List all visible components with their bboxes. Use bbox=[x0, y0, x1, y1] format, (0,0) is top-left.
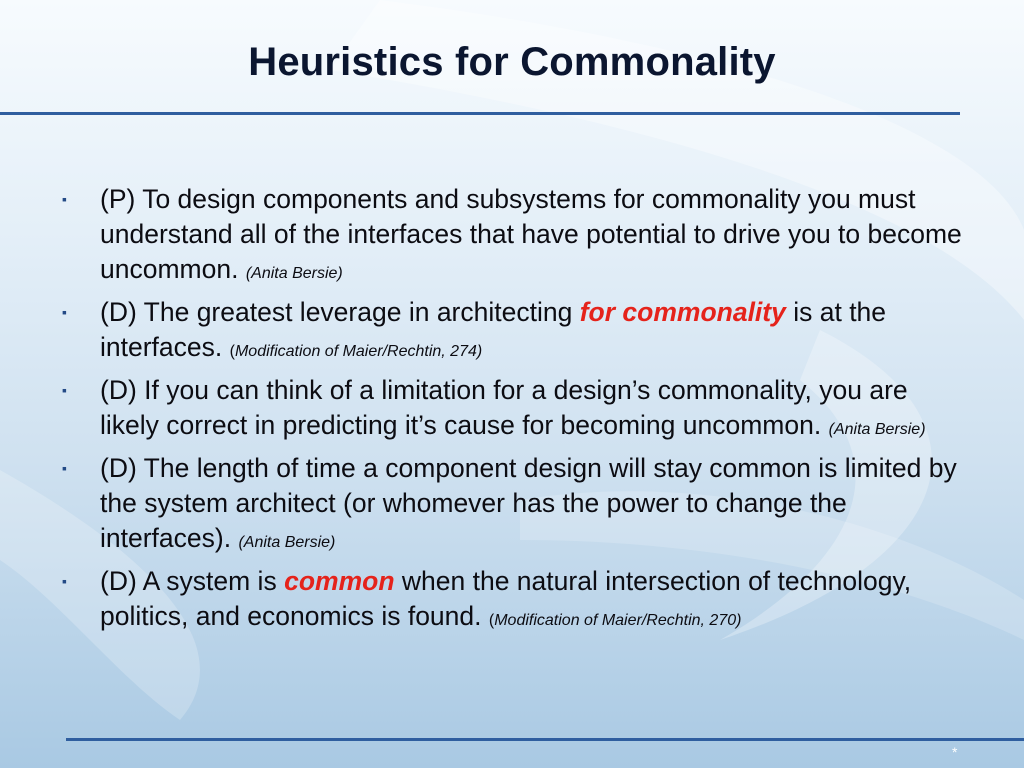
slide-title: Heuristics for Commonality bbox=[248, 40, 776, 84]
bullet-emphasis: for commonality bbox=[579, 297, 786, 327]
bullet-citation: (Anita Bersie) bbox=[238, 534, 336, 551]
title-divider-line bbox=[0, 112, 960, 115]
bullet-text: (D) If you can think of a limitation for a design’s commonality, you are likely correct in predicting it’s cause for becoming uncommon. bbox=[100, 375, 908, 440]
citation-open-paren: ( bbox=[229, 343, 235, 360]
bullet-text: is at the interfaces. bbox=[100, 297, 887, 362]
footer-mark: * bbox=[952, 744, 958, 760]
bullet-emphasis: common bbox=[284, 566, 395, 596]
bullet-item bbox=[62, 564, 972, 638]
footer-divider-line bbox=[66, 738, 1024, 741]
bullet-item bbox=[62, 182, 972, 291]
citation-text: Modification of Maier/Rechtin, 274) bbox=[234, 343, 483, 360]
bullet-marker-icon: ▪ bbox=[62, 304, 67, 320]
bullet-marker-icon: ▪ bbox=[62, 382, 67, 398]
bullet-text: when the natural intersection of technology, politics, and economics is found. bbox=[100, 566, 912, 631]
bullet-item bbox=[62, 295, 972, 369]
bullet-citation: (Anita Bersie) bbox=[828, 421, 926, 438]
bullet-citation: (Anita Bersie) bbox=[245, 265, 343, 282]
bullet-text: (D) The length of time a component design will stay common is limited by the system architect (or whomever has the power to change the interfaces). bbox=[100, 453, 957, 553]
bullet-text: (P) To design components and subsystems for commonality you must understand all of the interfaces that have potential to drive you to become uncommon. bbox=[100, 184, 962, 284]
bullet-marker-icon: ▪ bbox=[62, 191, 67, 207]
bullet-item bbox=[62, 373, 972, 447]
citation-open-paren: ( bbox=[488, 612, 495, 629]
bullet-marker-icon: ▪ bbox=[62, 460, 67, 476]
bullet-text: (D) A system is bbox=[100, 566, 277, 596]
bullet-list bbox=[62, 182, 972, 642]
bullet-citation bbox=[489, 612, 742, 629]
bullet-text: (D) The greatest leverage in architecting bbox=[100, 297, 573, 327]
bullet-item bbox=[62, 451, 972, 560]
bullet-citation bbox=[230, 343, 483, 360]
bullet-marker-icon: ▪ bbox=[62, 573, 67, 589]
citation-text: Modification of Maier/Rechtin, 270) bbox=[494, 612, 742, 629]
